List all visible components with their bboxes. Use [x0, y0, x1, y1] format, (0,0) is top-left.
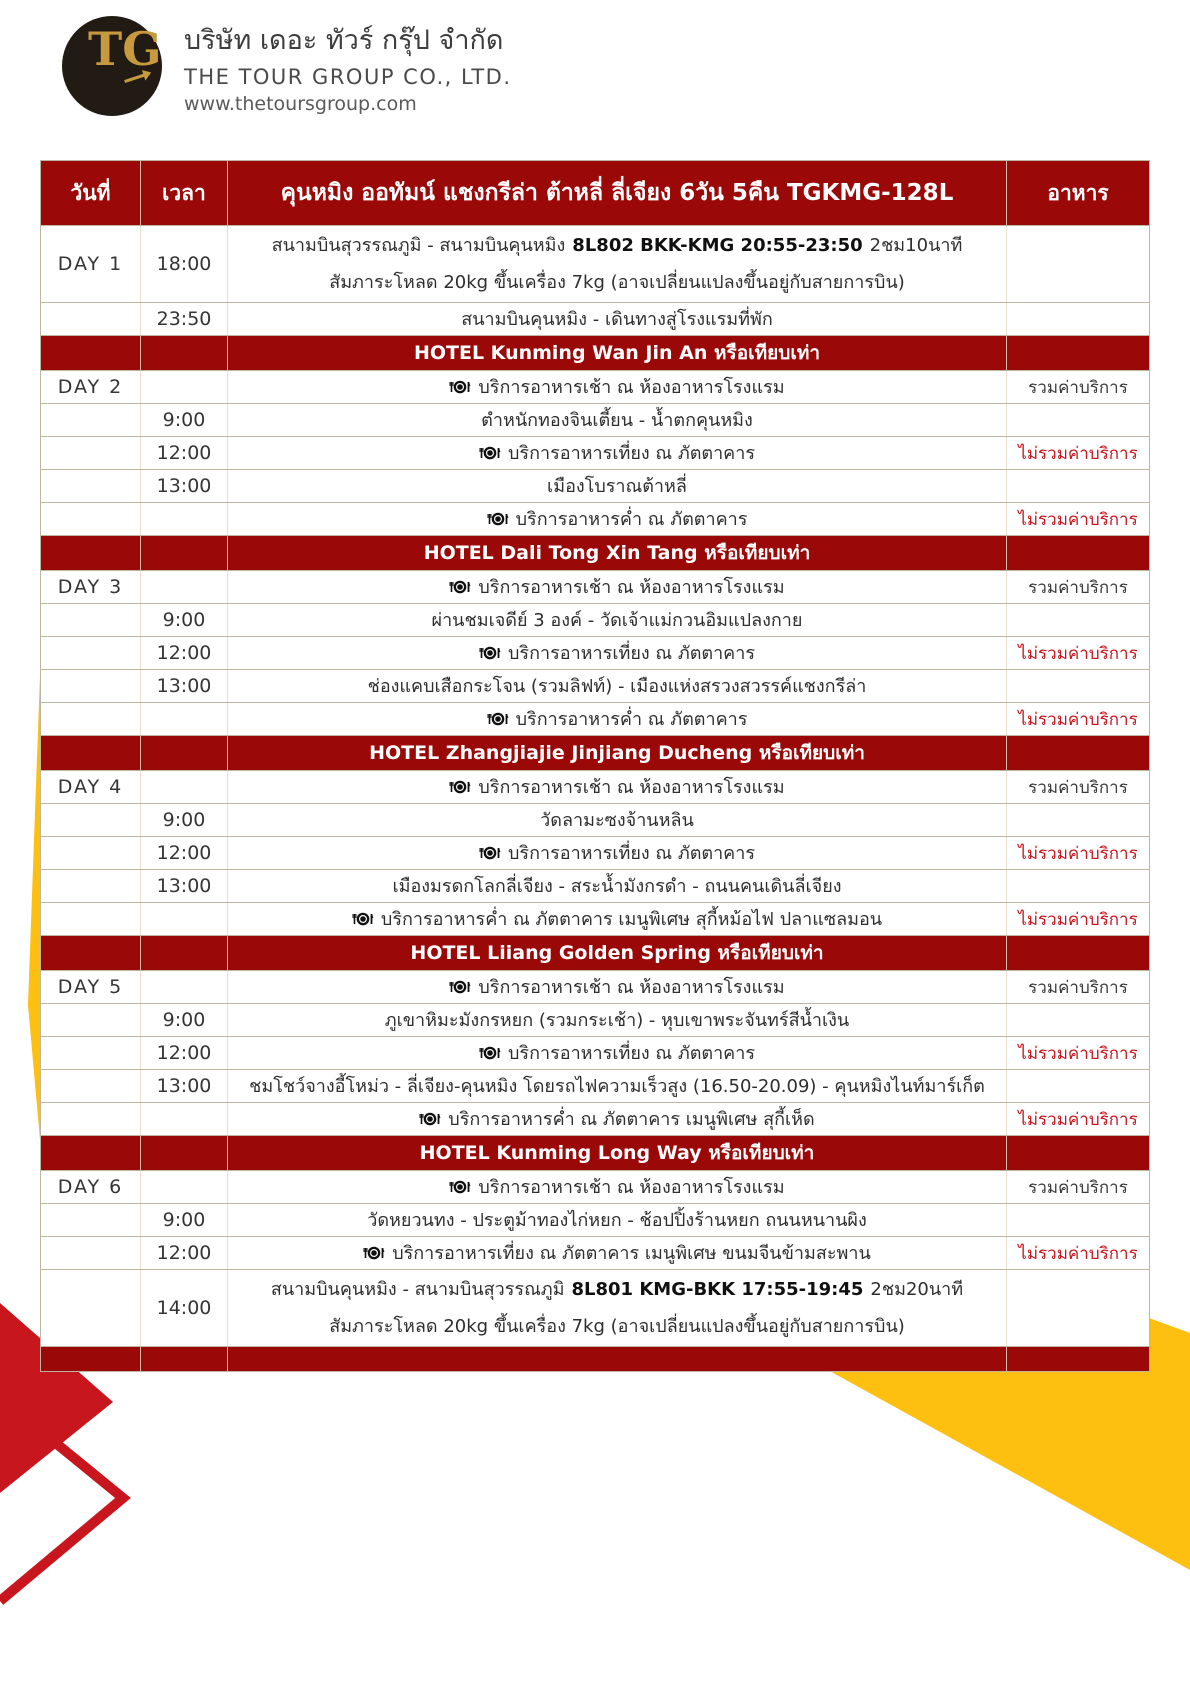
meal-status-cell: ไม่รวมค่าบริการ: [1018, 1043, 1138, 1064]
activity-cell: [228, 604, 1007, 636]
activity-text: บริการอาหารเช้า ณ ห้องอาหารโรงแรม: [449, 1174, 784, 1201]
meal-status-cell: ไม่รวมค่าบริการ: [1018, 509, 1138, 530]
hotel-name: HOTEL Zhangjiajie Jinjiang Ducheng หรือเทียบเท่า: [228, 736, 1007, 770]
activity-text: บริการอาหารเที่ยง ณ ภัตตาคาร: [479, 1040, 755, 1067]
header-date: วันที่: [41, 161, 141, 225]
time-cell: 18:00: [141, 226, 228, 302]
time-cell: [141, 771, 228, 803]
day-cell: [41, 837, 141, 869]
activity-cell: [228, 1004, 1007, 1036]
time-cell: [141, 503, 228, 535]
meal-plate-icon: [352, 911, 374, 927]
activity-text: บริการอาหารเช้า ณ ห้องอาหารโรงแรม: [449, 574, 784, 601]
itinerary-row: [41, 404, 1149, 437]
activity-text: เมืองมรดกโลกลี่เจียง - สระน้ำมังกรดำ - ถนนคนเดินลี่เจียง: [392, 875, 842, 897]
itinerary-row: [41, 703, 1149, 736]
activity-text: เมืองโบราณต้าหลี่: [547, 475, 687, 497]
itinerary-row: [41, 1037, 1149, 1070]
meal-status-cell: ไม่รวมค่าบริการ: [1018, 443, 1138, 464]
activity-cell: [228, 771, 1007, 803]
day-cell: [41, 1103, 141, 1135]
time-cell: [141, 571, 228, 603]
day-cell: [41, 703, 141, 735]
meal-status-cell: [1007, 670, 1149, 702]
meal-plate-icon: [487, 511, 509, 527]
itinerary-row: [41, 1270, 1149, 1347]
time-cell: 13:00: [141, 670, 228, 702]
meal-status-cell: [1007, 1204, 1149, 1236]
day-cell: [41, 404, 141, 436]
activity-text: ช่องแคบเสือกระโจน (รวมลิฟท์) - เมืองแห่งสรวงสวรรค์แชงกรีล่า: [367, 675, 867, 697]
meal-plate-icon: [363, 1245, 385, 1261]
itinerary-row: [41, 771, 1149, 804]
activity-text: วัดลามะซงจ้านหลิน: [540, 809, 694, 831]
day-cell: [41, 303, 141, 335]
day-cell: DAY 4: [41, 771, 141, 803]
activity-cell: [228, 571, 1007, 603]
itinerary-row: [41, 437, 1149, 470]
company-name-th: บริษัท เดอะ ทัวร์ กรุ๊ป จำกัด: [184, 24, 504, 56]
activity-text: ภูเขาหิมะมังกรหยก (รวมกระเช้า) - หุบเขาพระจันทร์สีน้ำเงิน: [384, 1009, 850, 1031]
time-cell: [141, 903, 228, 935]
activity-cell: [228, 470, 1007, 502]
activity-cell: [228, 226, 1007, 302]
meal-status-cell: รวมค่าบริการ: [1028, 777, 1128, 798]
activity-text: บริการอาหารค่ำ ณ ภัตตาคาร เมนูพิเศษ สุกี้เห็ด: [419, 1106, 814, 1133]
activity-cell: [228, 1204, 1007, 1236]
itinerary-row: [41, 971, 1149, 1004]
meal-plate-icon: [449, 779, 471, 795]
activity-cell: [228, 1237, 1007, 1269]
time-cell: [141, 1103, 228, 1135]
company-logo: [62, 16, 162, 116]
activity-text: สัมภาระโหลด 20kg ขึ้นเครื่อง 7kg (อาจเปลี่ยนแปลงขึ้นอยู่กับสายการบิน): [329, 272, 905, 293]
activity-text: บริการอาหารเช้า ณ ห้องอาหารโรงแรม: [449, 374, 784, 401]
day-cell: [41, 437, 141, 469]
day-cell: DAY 6: [41, 1171, 141, 1203]
day-cell: DAY 3: [41, 571, 141, 603]
day-cell: [41, 804, 141, 836]
itinerary-row: [41, 1171, 1149, 1204]
time-cell: 12:00: [141, 637, 228, 669]
itinerary-row: [41, 903, 1149, 936]
hotel-name: HOTEL Kunming Wan Jin An หรือเทียบเท่า: [228, 336, 1007, 370]
meal-status-cell: [1007, 804, 1149, 836]
time-cell: 23:50: [141, 303, 228, 335]
time-cell: 12:00: [141, 437, 228, 469]
itinerary-row: [41, 503, 1149, 536]
meal-plate-icon: [449, 379, 471, 395]
meal-plate-icon: [487, 711, 509, 727]
activity-cell: [228, 303, 1007, 335]
activity-cell: [228, 437, 1007, 469]
meal-status-cell: รวมค่าบริการ: [1028, 977, 1128, 998]
logo-monogram: TG: [88, 22, 162, 76]
hotel-name: HOTEL Dali Tong Xin Tang หรือเทียบเท่า: [228, 536, 1007, 570]
day-cell: [41, 870, 141, 902]
meal-status-cell: [1007, 870, 1149, 902]
activity-cell: [228, 837, 1007, 869]
day-cell: [41, 1204, 141, 1236]
itinerary-row: [41, 1004, 1149, 1037]
activity-cell: [228, 703, 1007, 735]
hotel-row: [41, 536, 1149, 571]
company-name-en: THE TOUR GROUP CO., LTD.: [184, 64, 512, 89]
yellow-sliver-decoration: [28, 675, 40, 1140]
meal-plate-icon: [479, 845, 501, 861]
meal-status-cell: รวมค่าบริการ: [1028, 377, 1128, 398]
time-cell: 13:00: [141, 470, 228, 502]
itinerary-row: [41, 604, 1149, 637]
hotel-row: [41, 336, 1149, 371]
day-cell: [41, 604, 141, 636]
itinerary-row: [41, 637, 1149, 670]
activity-text: สนามบินคุนหมิง - เดินทางสู่โรงแรมที่พัก: [461, 308, 773, 330]
day-cell: [41, 903, 141, 935]
table-footer-band: [41, 1347, 1149, 1372]
meal-plate-icon: [449, 1179, 471, 1195]
activity-text: ผ่านชมเจดีย์ 3 องค์ - วัดเจ้าแม่กวนอิมแปลงกาย: [431, 609, 803, 631]
activity-cell: [228, 1070, 1007, 1102]
itinerary-row: [41, 1070, 1149, 1103]
activity-text: บริการอาหารเที่ยง ณ ภัตตาคาร: [479, 640, 755, 667]
day-cell: [41, 1004, 141, 1036]
time-cell: [141, 371, 228, 403]
day-cell: [41, 1237, 141, 1269]
meal-status-cell: [1007, 303, 1149, 335]
itinerary-row: [41, 470, 1149, 503]
time-cell: 13:00: [141, 870, 228, 902]
day-cell: DAY 2: [41, 371, 141, 403]
itinerary-row: [41, 1237, 1149, 1270]
meal-status-cell: [1007, 404, 1149, 436]
time-cell: 9:00: [141, 1004, 228, 1036]
itinerary-row: [41, 804, 1149, 837]
meal-status-cell: รวมค่าบริการ: [1028, 1177, 1128, 1198]
company-website: www.thetoursgroup.com: [184, 92, 417, 115]
meal-plate-icon: [479, 1045, 501, 1061]
time-cell: 12:00: [141, 1037, 228, 1069]
meal-status-cell: ไม่รวมค่าบริการ: [1018, 1109, 1138, 1130]
activity-text: บริการอาหารเที่ยง ณ ภัตตาคาร เมนูพิเศษ ขนมจีนข้ามสะพาน: [363, 1240, 871, 1267]
activity-text: บริการอาหารเที่ยง ณ ภัตตาคาร: [479, 440, 755, 467]
hotel-name: HOTEL Liiang Golden Spring หรือเทียบเท่า: [228, 936, 1007, 970]
time-cell: 14:00: [141, 1270, 228, 1346]
meal-status-cell: ไม่รวมค่าบริการ: [1018, 643, 1138, 664]
day-cell: [41, 670, 141, 702]
meal-status-cell: [1007, 1270, 1149, 1346]
time-cell: 9:00: [141, 404, 228, 436]
meal-status-cell: [1007, 604, 1149, 636]
day-cell: [41, 1270, 141, 1346]
activity-text: สัมภาระโหลด 20kg ขึ้นเครื่อง 7kg (อาจเปลี่ยนแปลงขึ้นอยู่กับสายการบิน): [329, 1316, 905, 1337]
activity-cell: [228, 1270, 1007, 1346]
time-cell: [141, 1171, 228, 1203]
itinerary-row: [41, 837, 1149, 870]
activity-cell: [228, 903, 1007, 935]
activity-cell: [228, 503, 1007, 535]
day-cell: DAY 1: [41, 226, 141, 302]
day-cell: [41, 1070, 141, 1102]
itinerary-row: [41, 670, 1149, 703]
day-cell: [41, 637, 141, 669]
time-cell: 9:00: [141, 604, 228, 636]
meal-plate-icon: [419, 1111, 441, 1127]
activity-cell: [228, 804, 1007, 836]
brand-header: [62, 16, 512, 116]
itinerary-row: [41, 226, 1149, 303]
hotel-name: HOTEL Kunming Long Way หรือเทียบเท่า: [228, 1136, 1007, 1170]
itinerary-row: [41, 303, 1149, 336]
activity-text: ตำหนักทองจินเตี้ยน - น้ำตกคุนหมิง: [481, 409, 753, 431]
itinerary-row: [41, 1103, 1149, 1136]
itinerary-row: [41, 870, 1149, 903]
meal-status-cell: [1007, 226, 1149, 302]
activity-text: บริการอาหารเช้า ณ ห้องอาหารโรงแรม: [449, 974, 784, 1001]
meal-status-cell: [1007, 1070, 1149, 1102]
activity-text: บริการอาหารเที่ยง ณ ภัตตาคาร: [479, 840, 755, 867]
activity-cell: [228, 1103, 1007, 1135]
itinerary-row: [41, 571, 1149, 604]
meal-status-cell: [1007, 470, 1149, 502]
itinerary-row: [41, 1204, 1149, 1237]
meal-status-cell: [1007, 1004, 1149, 1036]
itinerary-row: [41, 371, 1149, 404]
activity-text: สนามบินคุนหมิง - สนามบินสุวรรณภูมิ 8L801 KMG-BKK 17:55-19:45 2ชม20นาที: [270, 1279, 964, 1300]
day-cell: [41, 503, 141, 535]
meal-plate-icon: [449, 579, 471, 595]
table-body: [41, 226, 1149, 1372]
time-cell: 12:00: [141, 837, 228, 869]
meal-status-cell: รวมค่าบริการ: [1028, 577, 1128, 598]
activity-cell: [228, 971, 1007, 1003]
time-cell: 12:00: [141, 1237, 228, 1269]
header-food: อาหาร: [1007, 161, 1149, 225]
time-cell: [141, 971, 228, 1003]
meal-status-cell: ไม่รวมค่าบริการ: [1018, 909, 1138, 930]
activity-text: บริการอาหารค่ำ ณ ภัตตาคาร: [487, 506, 748, 533]
brand-text: [184, 18, 512, 115]
activity-cell: [228, 1171, 1007, 1203]
meal-plate-icon: [479, 445, 501, 461]
day-cell: [41, 470, 141, 502]
meal-status-cell: ไม่รวมค่าบริการ: [1018, 1243, 1138, 1264]
activity-text: บริการอาหารค่ำ ณ ภัตตาคาร: [487, 706, 748, 733]
activity-text: สนามบินสุวรรณภูมิ - สนามบินคุนหมิง 8L802 BKK-KMG 20:55-23:50 2ชม10นาที: [271, 235, 963, 256]
meal-plate-icon: [479, 645, 501, 661]
itinerary-table: [40, 160, 1150, 1372]
activity-text: วัดหยวนทง - ประตูม้าทองไก่หยก - ช้อปปิ้งร้านหยก ถนนหนานผิง: [367, 1209, 867, 1231]
header-time: เวลา: [141, 161, 228, 225]
time-cell: 9:00: [141, 804, 228, 836]
day-cell: [41, 1037, 141, 1069]
meal-status-cell: ไม่รวมค่าบริการ: [1018, 843, 1138, 864]
activity-cell: [228, 371, 1007, 403]
day-cell: DAY 5: [41, 971, 141, 1003]
hotel-row: [41, 936, 1149, 971]
activity-text: บริการอาหารเช้า ณ ห้องอาหารโรงแรม: [449, 774, 784, 801]
time-cell: 9:00: [141, 1204, 228, 1236]
activity-text: บริการอาหารค่ำ ณ ภัตตาคาร เมนูพิเศษ สุกี้หม้อไฟ ปลาแซลมอน: [352, 906, 882, 933]
time-cell: [141, 703, 228, 735]
time-cell: 13:00: [141, 1070, 228, 1102]
hotel-row: [41, 736, 1149, 771]
meal-plate-icon: [449, 979, 471, 995]
activity-cell: [228, 404, 1007, 436]
activity-cell: [228, 870, 1007, 902]
activity-cell: [228, 1037, 1007, 1069]
activity-cell: [228, 670, 1007, 702]
activity-cell: [228, 637, 1007, 669]
hotel-row: [41, 1136, 1149, 1171]
tour-title: คุนหมิง ออทัมน์ แชงกรีล่า ต้าหลี่ ลี่เจียง 6วัน 5คืน TGKMG-128L: [228, 161, 1007, 225]
activity-text: ชมโชว์จางอี้โหม่ว - ลี่เจียง-คุนหมิง โดยรถไฟความเร็วสูง (16.50-20.09) - คุนหมิงไนท์มาร์เก็ต: [249, 1075, 985, 1097]
meal-status-cell: ไม่รวมค่าบริการ: [1018, 709, 1138, 730]
table-header-row: [41, 161, 1149, 226]
